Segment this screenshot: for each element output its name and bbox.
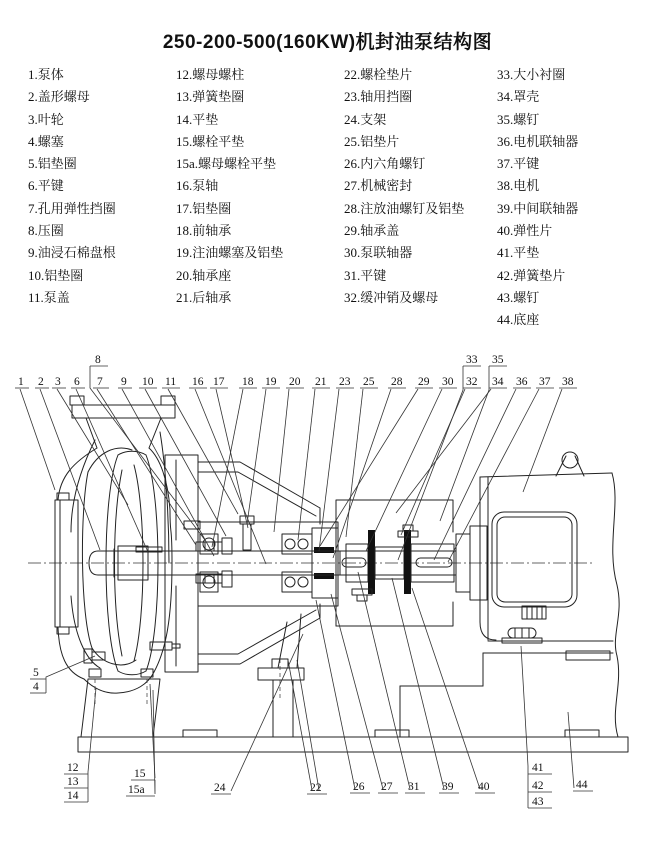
callout-38: 38: [562, 376, 574, 388]
callout-11: 11: [165, 376, 177, 388]
callout-24: 24: [214, 782, 226, 794]
leader-lines-bottom: [46, 572, 574, 808]
parts-list-item: 23.轴用挡圈: [344, 89, 413, 105]
parts-list-item: 11.泵盖: [28, 289, 70, 305]
callout-44: 44: [576, 779, 588, 791]
parts-list-item: 22.螺栓垫片: [344, 67, 413, 82]
callout-8: 8: [95, 354, 101, 366]
parts-list-item: 14.平垫: [176, 111, 219, 127]
parts-list-item: 15.螺栓平垫: [176, 133, 245, 149]
parts-list-item: 35.螺钉: [497, 111, 540, 127]
callout-7: 7: [97, 376, 103, 388]
callout-9: 9: [121, 376, 127, 388]
parts-list-item: 15a.螺母螺栓平垫: [176, 156, 277, 172]
parts-list-item: 24.支架: [344, 111, 387, 127]
callout-19: 19: [265, 376, 277, 388]
motor: [480, 452, 619, 656]
callout-27: 27: [381, 781, 393, 793]
callout-32: 32: [466, 376, 478, 388]
callout-25: 25: [363, 376, 375, 388]
bearing-housing: [198, 516, 338, 606]
parts-list-item: 18.前轴承: [176, 223, 232, 239]
callout-6: 6: [74, 376, 80, 388]
parts-list-item: 9.油浸石棉盘根: [28, 245, 116, 261]
parts-list-item: 26.内六角螺钉: [344, 156, 426, 172]
parts-list-item: 34.罩壳: [497, 89, 540, 105]
parts-list-item: 3.叶轮: [28, 111, 64, 127]
callout-37: 37: [539, 376, 551, 388]
callout-41: 41: [532, 762, 544, 774]
callout-31: 31: [408, 781, 420, 793]
callout-22: 22: [310, 782, 322, 794]
callout-13: 13: [67, 776, 79, 788]
callout-23: 23: [339, 376, 351, 388]
parts-list-item: 39.中间联轴器: [497, 200, 579, 216]
callout-30: 30: [442, 376, 454, 388]
parts-list-item: 31.平键: [344, 267, 387, 283]
callout-43: 43: [532, 796, 544, 808]
parts-list-item: 6.平键: [28, 178, 64, 194]
callout-16: 16: [192, 376, 204, 388]
callout-15: 15: [134, 768, 146, 780]
parts-list-item: 1.泵体: [28, 67, 64, 82]
callout-29: 29: [418, 376, 430, 388]
callout-18: 18: [242, 376, 254, 388]
parts-list-item: 17.铝垫圈: [176, 200, 232, 216]
parts-list-item: 30.泵联轴器: [344, 245, 413, 261]
parts-list-item: 4.螺塞: [28, 133, 64, 149]
callout-26: 26: [353, 781, 365, 793]
callout-40: 40: [478, 781, 490, 793]
parts-list-item: 20.轴承座: [176, 267, 232, 283]
callout-21: 21: [315, 376, 327, 388]
callout-1: 1: [18, 376, 24, 388]
parts-list-item: 7.孔用弹性挡圈: [28, 200, 116, 216]
parts-list-item: 10.铝垫圈: [28, 267, 84, 283]
callout-39: 39: [442, 781, 454, 793]
parts-list-item: 28.注放油螺钉及铝垫: [344, 200, 465, 216]
parts-list-item: 27.机械密封: [344, 178, 413, 194]
parts-list-item: 43.螺钉: [497, 289, 540, 305]
parts-list-item: 41.平垫: [497, 245, 540, 261]
callout-17: 17: [213, 376, 225, 388]
parts-list-item: 21.后轴承: [176, 289, 232, 305]
parts-list-item: 33.大小衬圈: [497, 67, 566, 82]
parts-list-item: 5.铝垫圈: [28, 156, 77, 172]
callout-2: 2: [38, 376, 44, 388]
parts-list-item: 12.螺母螺柱: [176, 67, 245, 82]
callout-35: 35: [492, 354, 504, 366]
callout-42: 42: [532, 780, 544, 792]
parts-list-item: 16.泵轴: [176, 178, 219, 194]
callout-28: 28: [391, 376, 403, 388]
callout-5: 5: [33, 667, 39, 679]
callout-34: 34: [492, 376, 504, 388]
parts-list-item: 36.电机联轴器: [497, 133, 579, 149]
page-title: 250-200-500(160KW)机封油泵结构图: [162, 32, 493, 53]
parts-list-item: 44.底座: [497, 312, 540, 328]
callout-4: 4: [33, 681, 39, 693]
callout-3: 3: [55, 376, 61, 388]
parts-list-item: 32.缓冲销及螺母: [344, 289, 439, 305]
parts-list-item: 37.平键: [497, 156, 540, 172]
parts-list-item: 2.盖形螺母: [28, 89, 90, 105]
callout-12: 12: [67, 762, 79, 774]
callout-20: 20: [289, 376, 301, 388]
parts-list-item: 25.铝垫片: [344, 133, 400, 149]
callout-33: 33: [466, 354, 478, 366]
bearing-bracket: [198, 462, 320, 737]
parts-list-item: 38.电机: [497, 178, 540, 194]
parts-list-item: 40.弹性片: [497, 223, 553, 239]
callout-14: 14: [67, 790, 79, 802]
parts-list-item: 8.压圈: [28, 223, 64, 239]
parts-list-item: 19.注油螺塞及铝垫: [176, 245, 284, 261]
callout-15a: 15a: [128, 784, 145, 796]
callout-10: 10: [142, 376, 154, 388]
parts-list-item: 42.弹簧垫片: [497, 267, 566, 283]
parts-list-item: 29.轴承盖: [344, 223, 400, 239]
pump-casing: [55, 396, 180, 693]
callout-36: 36: [516, 376, 528, 388]
base-plate: [78, 651, 628, 752]
parts-list-item: 13.弹簧垫圈: [176, 89, 245, 105]
